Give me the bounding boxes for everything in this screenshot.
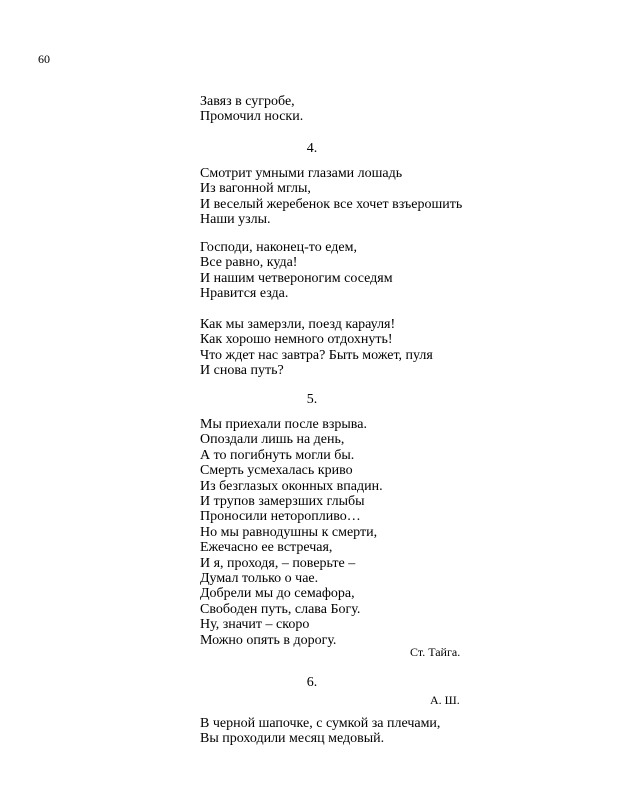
poem5-body (200, 417, 470, 648)
poem-line: Все равно, куда! (200, 255, 298, 271)
poem-line: Ну, значит – скоро (200, 617, 310, 633)
poem-line: И нашим четвероногим соседям (200, 270, 393, 286)
poem-line: Думал только о чае. (200, 571, 319, 587)
poem-line: Мы приехали после взрыва. (200, 417, 367, 432)
poem-line: Промочил носки. (200, 109, 304, 125)
poem-line: И веселый жеребенок все хочет взъерошить (200, 196, 463, 212)
poem4-stanza-3 (200, 317, 470, 379)
poem-line: И я, проходя, – поверьте – (200, 555, 356, 571)
poem-line: Смотрит умными глазами лошадь (200, 166, 403, 181)
poem-number-5: 5. (306, 392, 318, 407)
poem-line: Что ждет нас завтра? Быть может, пуля (200, 347, 433, 363)
page-number: 60 (38, 52, 50, 66)
poem-line: Ежечасно ее встречая, (200, 540, 333, 556)
poem-line: Из вагонной мглы, (200, 181, 311, 197)
poem-line: А то погибнуть могли бы. (200, 447, 355, 463)
poem-line: Смерть усмехалась криво (200, 463, 353, 479)
intro-fragment (200, 94, 470, 125)
poem-line: Как мы замерзли, поезд карауля! (200, 317, 396, 332)
poem-line: Вы проходили месяц медовый. (200, 731, 385, 747)
poem-line: И снова путь? (200, 363, 284, 379)
poem-number-4: 4. (306, 141, 318, 156)
poem-line: Опоздали лишь на день, (200, 432, 345, 448)
poem-line: Как хорошо немного отдохнуть! (200, 332, 393, 348)
poem-line: Можно опять в дорогу. (200, 632, 337, 648)
poem-line: Нравится езда. (200, 286, 289, 302)
poem-line: И трупов замерзших глыбы (200, 494, 365, 510)
poem-number-6: 6. (306, 675, 318, 690)
poem6-dedication: А. Ш. (430, 693, 460, 707)
poem-line: Завяз в сугробе, (200, 94, 295, 109)
poem-line: Добрели мы до семафора, (200, 586, 355, 602)
poem4-stanza-1 (200, 166, 470, 228)
poem6-body (200, 716, 470, 747)
poem-line: В черной шапочке, с сумкой за плечами, (200, 716, 441, 731)
poem-line: Свободен путь, слава Богу. (200, 601, 361, 617)
poem-line: Из безглазых оконных впадин. (200, 478, 383, 494)
poem5-signature: Ст. Тайга. (410, 645, 461, 659)
poem-line: Но мы равнодушны к смерти, (200, 524, 378, 540)
poem-line: Наши узлы. (200, 212, 271, 228)
poem-line: Господи, наконец-то едем, (200, 240, 357, 255)
poem-line: Проносили неторопливо… (200, 509, 361, 525)
poem4-stanza-2 (200, 240, 470, 302)
